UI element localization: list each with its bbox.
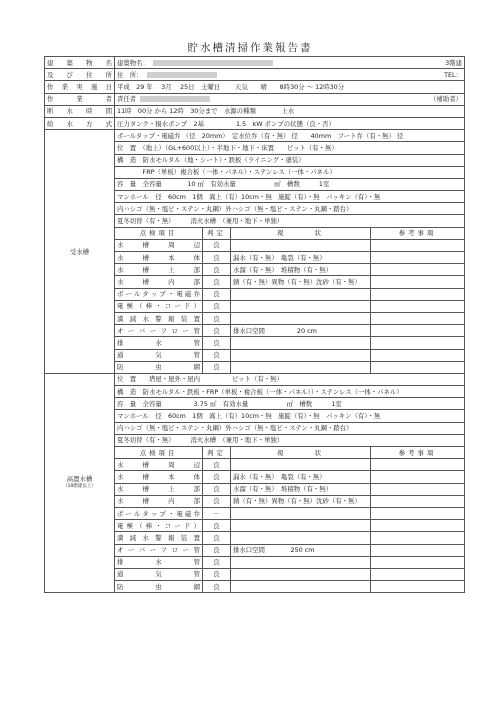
general-value [115, 93, 465, 105]
inspection-status: 漏水（有・無） 亀裂（有・無） [231, 252, 371, 264]
inspection-status [231, 239, 371, 251]
header-status: 現 状 [231, 447, 371, 459]
inspection-status [231, 349, 371, 361]
inspection-status [231, 361, 371, 373]
inspection-item: 通気管 [115, 349, 203, 361]
inspection-notes [371, 544, 465, 556]
inspection-status: 排水口空間 20 cm [231, 325, 371, 337]
inspection-item: 水槽本体 [115, 252, 203, 264]
general-label: 建築物名 [45, 57, 115, 69]
header-item: 点検項目 [115, 447, 203, 459]
report-title: 貯水槽清掃作業報告書 [187, 42, 313, 54]
inspection-judge: 良 [203, 337, 231, 349]
general-text: 住 所： [117, 70, 143, 79]
general-label: 断水時間 [45, 105, 115, 117]
general-row [45, 117, 465, 129]
inspection-status [231, 337, 371, 349]
redacted-block [147, 72, 217, 78]
inspection-notes [371, 556, 465, 568]
header-notes: 参考事項 [371, 227, 465, 239]
inspection-judge: － [203, 507, 231, 519]
section-name: 高置水槽 [66, 475, 93, 484]
general-right: 3階建 [445, 58, 462, 67]
inspection-item: 満減水警報装置 [115, 312, 203, 324]
spec-cell: FRP（単板）複合板（一体・パネル）・ステンレス（一体・パネル） [115, 166, 465, 178]
inspection-item: 通気管 [115, 568, 203, 580]
inspection-judge: 良 [203, 349, 231, 361]
inspection-status [231, 312, 371, 324]
inspection-item: ボールタップ・電磁弁 [115, 288, 203, 300]
section-label [45, 130, 115, 374]
inspection-judge: 良 [203, 532, 231, 544]
inspection-notes [371, 361, 465, 373]
inspection-status [231, 581, 371, 593]
inspection-judge: 良 [203, 520, 231, 532]
inspection-status: 水溜（有・無） 堆積物（有・無） [231, 264, 371, 276]
spec-cell: 夏冬切替（有・無） 消火水槽 （兼用・地下・単独） [115, 215, 465, 227]
inspection-item: 排水管 [115, 556, 203, 568]
inspection-notes [371, 312, 465, 324]
general-text: 建築物名： [117, 58, 149, 67]
inspection-judge: 良 [203, 325, 231, 337]
general-row [45, 81, 465, 93]
spec-cell: ボールタップ・電磁弁 （径 20mm） 定水位弁（有・無） 径 40mm フート弁（有・無） 径 [115, 130, 465, 142]
inspection-status [231, 520, 371, 532]
inspection-notes [371, 495, 465, 507]
general-text: 責任者 [117, 95, 137, 104]
inspection-status [231, 507, 371, 519]
inspection-judge: 良 [203, 312, 231, 324]
inspection-notes [371, 581, 465, 593]
general-row [45, 105, 465, 117]
inspection-judge: 良 [203, 471, 231, 483]
general-row [45, 93, 465, 105]
spec-row [45, 373, 465, 385]
redacted-block [153, 60, 273, 66]
general-value [115, 69, 465, 81]
header-notes: 参考事項 [371, 447, 465, 459]
general-label: 作業者 [45, 93, 115, 105]
inspection-notes [371, 471, 465, 483]
general-value [115, 57, 465, 69]
inspection-judge: 良 [203, 252, 231, 264]
spec-cell: 容 量 全容量 10 ㎥ 有効水量 ㎥ 槽数 1室 [115, 178, 465, 190]
general-row [45, 57, 465, 69]
inspection-status: 漏水（有・無） 亀裂（有・無） [231, 471, 371, 483]
inspection-judge: 良 [203, 556, 231, 568]
section-name: 受水槽 [69, 247, 90, 256]
header-item: 点検項目 [115, 227, 203, 239]
general-right: TEL： [444, 70, 462, 79]
general-label: 給水方式 [45, 117, 115, 129]
spec-cell: 位 置 塔屋・屋外・屋内 ピット（有・無） [115, 373, 465, 385]
inspection-status [231, 532, 371, 544]
general-value [115, 81, 465, 93]
general-value [115, 105, 465, 117]
header-status: 現 状 [231, 227, 371, 239]
inspection-item: 水槽内部 [115, 276, 203, 288]
spec-cell: 位 置 （地上）（GL+600以上）・半地下・地下・床置 ピット（有・無） [115, 142, 465, 154]
general-text: 平成 29 年 3月 25日 土曜日 天気 晴 8時30分 ～ 12時30分 [117, 82, 345, 91]
inspection-judge: 良 [203, 459, 231, 471]
inspection-notes [371, 349, 465, 361]
inspection-item: 水槽上部 [115, 264, 203, 276]
header-judge: 判定 [203, 227, 231, 239]
inspection-item: 防虫網 [115, 581, 203, 593]
inspection-judge: 良 [203, 300, 231, 312]
inspection-item: オーバーフロー管 [115, 325, 203, 337]
spec-row [45, 130, 465, 142]
spec-cell: 容 量 全容量 3.75 ㎥ 有効水量 ㎥ 槽数 1室 [115, 398, 465, 410]
inspection-judge: 良 [203, 568, 231, 580]
inspection-item: 電極（棒・コード） [115, 300, 203, 312]
inspection-status: 錆（有・無）異物（有・無）沈砂（有・無） [231, 276, 371, 288]
inspection-judge: 良 [203, 483, 231, 495]
inspection-item: 防虫網 [115, 361, 203, 373]
inspection-status [231, 288, 371, 300]
inspection-item: ボールタップ・電磁弁 [115, 507, 203, 519]
inspection-judge: 良 [203, 276, 231, 288]
header-judge: 判定 [203, 447, 231, 459]
inspection-judge: 良 [203, 288, 231, 300]
inspection-item: 水槽周辺 [115, 239, 203, 251]
spec-cell: マンホール 径 60cm 1個 嵩上（有）10cm・無 施錠（有）・無 パッキン（有）・無 [115, 191, 465, 203]
inspection-notes [371, 507, 465, 519]
inspection-item: 満減水警報装置 [115, 532, 203, 544]
inspection-judge: 良 [203, 361, 231, 373]
inspection-notes [371, 325, 465, 337]
inspection-status [231, 459, 371, 471]
section-sub: （10階建以上） [63, 484, 96, 490]
inspection-notes [371, 264, 465, 276]
inspection-item: 水槽上部 [115, 483, 203, 495]
inspection-status [231, 568, 371, 580]
inspection-notes [371, 568, 465, 580]
inspection-notes [371, 337, 465, 349]
spec-cell: 内ハシゴ（無・塩ビ・ステン・丸鋼）外ハシゴ（無・塩ビ・ステン・丸鋼・踏台） [115, 422, 465, 434]
inspection-notes [371, 532, 465, 544]
general-text: 11時 00分 から 12時 30分まで 水源の種類 上水 [117, 107, 295, 116]
inspection-judge: 良 [203, 581, 231, 593]
redacted-block [140, 96, 210, 102]
inspection-item: 水槽内部 [115, 495, 203, 507]
inspection-notes [371, 239, 465, 251]
inspection-status: 錆（有・無）異物（有・無）沈砂（有・無） [231, 495, 371, 507]
inspection-item: 排水管 [115, 337, 203, 349]
inspection-judge: 良 [203, 544, 231, 556]
spec-cell: 構 造 防水モルタル・鉄板・FRP（単板・複合板（一体・パネル））・ステンレス（一体・パネル） [115, 386, 465, 398]
spec-cell: 夏冬切替（有・無） 消火水槽 （兼用・地下・単独） [115, 434, 465, 446]
inspection-notes [371, 300, 465, 312]
inspection-notes [371, 276, 465, 288]
inspection-item: オーバーフロー管 [115, 544, 203, 556]
spec-cell: マンホール 径 60cm 1個 嵩上（有）10cm・無 施錠（有）・無 パッキン（有）・無 [115, 410, 465, 422]
inspection-notes [371, 459, 465, 471]
spec-cell: 構 造 防水モルタル（地・シート）・鉄板（ライニング・塗装） [115, 154, 465, 166]
general-label: 及び住所 [45, 69, 115, 81]
inspection-status [231, 300, 371, 312]
general-row [45, 69, 465, 81]
inspection-notes [371, 520, 465, 532]
inspection-notes [371, 288, 465, 300]
general-value [115, 117, 465, 129]
inspection-item: 電極（棒・コード） [115, 520, 203, 532]
general-text: 圧力タンク・揚水ポンプ 2基 1.5 kW ポンプの状態（良・否） [117, 119, 335, 128]
spec-cell: 内ハシゴ（無・塩ビ・ステン・丸鋼）外ハシゴ（無・塩ビ・ステン・丸鋼・踏台） [115, 203, 465, 215]
section-label [45, 373, 115, 592]
inspection-status: 排水口空間 250 cm [231, 544, 371, 556]
inspection-status [231, 556, 371, 568]
inspection-notes [371, 483, 465, 495]
inspection-status: 水溜（有・無） 堆積物（有・無） [231, 483, 371, 495]
inspection-notes [371, 252, 465, 264]
inspection-item: 水槽本体 [115, 471, 203, 483]
inspection-item: 水槽周辺 [115, 459, 203, 471]
inspection-judge: 良 [203, 495, 231, 507]
report-form [44, 56, 465, 593]
inspection-judge: 良 [203, 239, 231, 251]
inspection-judge: 良 [203, 264, 231, 276]
general-right: （補助者） [430, 95, 462, 104]
general-label: 作業実施日 [45, 81, 115, 93]
